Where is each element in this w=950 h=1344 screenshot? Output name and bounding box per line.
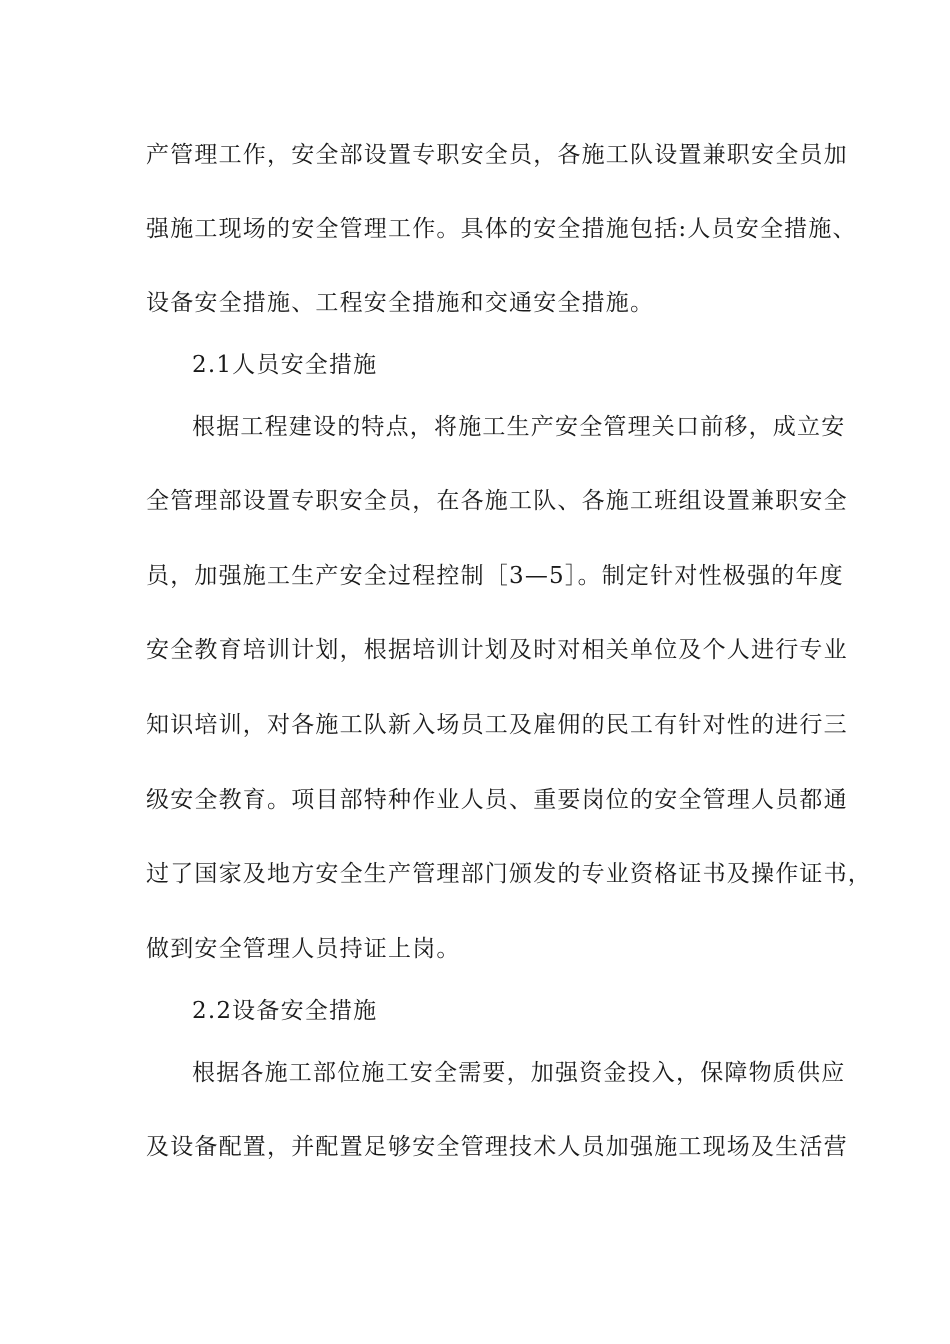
section-heading: 2.1人员安全措施 (192, 352, 378, 378)
paragraph-line: 设备安全措施、工程安全措施和交通安全措施。 (146, 290, 655, 316)
paragraph-line: 知识培训，对各施工队新入场员工及雇佣的民工有针对性的进行三 (146, 712, 848, 738)
paragraph-line: 根据工程建设的特点，将施工生产安全管理关口前移，成立安 (192, 414, 846, 440)
paragraph-line: 根据各施工部位施工安全需要，加强资金投入，保障物质供应 (192, 1060, 846, 1086)
paragraph-line: 产管理工作，安全部设置专职安全员，各施工队设置兼职安全员加 (146, 142, 848, 168)
paragraph-line: 过了国家及地方安全生产管理部门颁发的专业资格证书及操作证书， (146, 861, 872, 887)
paragraph-line: 安全教育培训计划，根据培训计划及时对相关单位及个人进行专业 (146, 637, 848, 663)
paragraph-line: 强施工现场的安全管理工作。具体的安全措施包括:人员安全措施、 (146, 216, 857, 242)
paragraph-line: 全管理部设置专职安全员，在各施工队、各施工班组设置兼职安全 (146, 488, 848, 514)
paragraph-line: 做到安全管理人员持证上岗。 (146, 936, 461, 962)
paragraph-line: 及设备配置，并配置足够安全管理技术人员加强施工现场及生活营 (146, 1134, 848, 1160)
section-heading: 2.2设备安全措施 (192, 998, 378, 1024)
paragraph-line: 员，加强施工生产安全过程控制［3—5］。制定针对性极强的年度 (146, 563, 844, 589)
paragraph-line: 级安全教育。项目部特种作业人员、重要岗位的安全管理人员都通 (146, 787, 848, 813)
